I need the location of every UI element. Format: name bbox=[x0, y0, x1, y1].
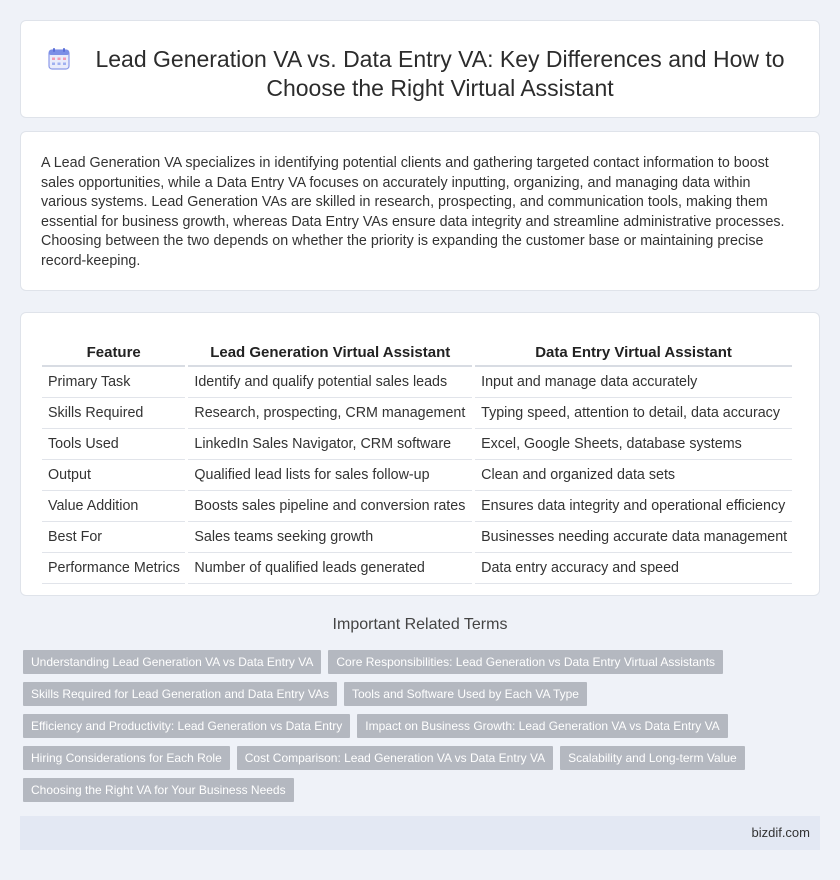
related-term-link[interactable]: Hiring Considerations for Each Role bbox=[23, 746, 230, 770]
related-term-link[interactable]: Efficiency and Productivity: Lead Generation vs Data Entry bbox=[23, 714, 350, 738]
table-cell: Boosts sales pipeline and conversion rates bbox=[188, 491, 472, 522]
table-header-row bbox=[42, 335, 792, 367]
table-cell: Number of qualified leads generated bbox=[188, 553, 472, 584]
table-cell: Qualified lead lists for sales follow-up bbox=[188, 460, 472, 491]
table-row bbox=[42, 522, 792, 553]
intro-paragraph: A Lead Generation VA specializes in identifying potential clients and gathering targeted contact information to boost sales opportunities, while a Data Entry VA focuses on accurately inputting, organizing, and managing data within various systems. Lead Generation VAs are skilled in research, prospecting, and communication tools, making them essential for business growth, whereas Data Entry VAs ensure data integrity and streamline administrative processes. Choosing between the two depends on whether the priority is expanding the customer base or maintaining precise record-keeping. bbox=[41, 155, 785, 269]
table-cell: Data entry accuracy and speed bbox=[475, 553, 792, 584]
table-row bbox=[42, 553, 792, 584]
related-term-link[interactable]: Impact on Business Growth: Lead Generation VA vs Data Entry VA bbox=[357, 714, 727, 738]
table-row bbox=[42, 491, 792, 522]
table-cell: Research, prospecting, CRM management bbox=[188, 398, 472, 429]
related-term-link[interactable]: Tools and Software Used by Each VA Type bbox=[344, 682, 587, 706]
table-cell: Skills Required bbox=[42, 398, 185, 429]
footer bbox=[20, 816, 820, 850]
table-cell: Sales teams seeking growth bbox=[188, 522, 472, 553]
table-cell: Tools Used bbox=[42, 429, 185, 460]
header-feature: Feature bbox=[42, 335, 185, 367]
table-cell: Identify and qualify potential sales leads bbox=[188, 367, 472, 398]
header-data-entry: Data Entry Virtual Assistant bbox=[475, 335, 792, 367]
table-cell: Businesses needing accurate data management bbox=[475, 522, 792, 553]
header-lead-generation: Lead Generation Virtual Assistant bbox=[188, 335, 472, 367]
table-row bbox=[42, 460, 792, 491]
table-cell: Input and manage data accurately bbox=[475, 367, 792, 398]
related-term-link[interactable]: Understanding Lead Generation VA vs Data Entry VA bbox=[23, 650, 321, 674]
table-cell: Value Addition bbox=[42, 491, 185, 522]
table-cell: Clean and organized data sets bbox=[475, 460, 792, 491]
table-row bbox=[42, 367, 792, 398]
related-term-link[interactable]: Cost Comparison: Lead Generation VA vs Data Entry VA bbox=[237, 746, 553, 770]
table-cell: Performance Metrics bbox=[42, 553, 185, 584]
related-terms-list bbox=[23, 650, 793, 802]
related-term-link[interactable]: Choosing the Right VA for Your Business Needs bbox=[23, 778, 294, 802]
table-cell: Typing speed, attention to detail, data accuracy bbox=[475, 398, 792, 429]
related-terms-heading: Important Related Terms bbox=[332, 616, 508, 633]
table-cell: Best For bbox=[42, 522, 185, 553]
related-term-link[interactable]: Scalability and Long-term Value bbox=[560, 746, 745, 770]
related-term-link[interactable]: Skills Required for Lead Generation and Data Entry VAs bbox=[23, 682, 337, 706]
table-cell: Output bbox=[42, 460, 185, 491]
title-card bbox=[20, 20, 820, 118]
comparison-table bbox=[39, 335, 795, 584]
calendar-icon bbox=[47, 47, 71, 71]
table-row bbox=[42, 398, 792, 429]
table-cell: Excel, Google Sheets, database systems bbox=[475, 429, 792, 460]
page-title: Lead Generation VA vs. Data Entry VA: Key Differences and How to Choose the Right Virtual Assistant bbox=[95, 46, 785, 101]
table-cell: Primary Task bbox=[42, 367, 185, 398]
table-cell: Ensures data integrity and operational efficiency bbox=[475, 491, 792, 522]
table-cell: LinkedIn Sales Navigator, CRM software bbox=[188, 429, 472, 460]
table-row bbox=[42, 429, 792, 460]
intro-card bbox=[20, 131, 820, 291]
related-term-link[interactable]: Core Responsibilities: Lead Generation vs Data Entry Virtual Assistants bbox=[328, 650, 723, 674]
comparison-table-card bbox=[20, 312, 820, 596]
footer-site-name[interactable]: bizdif.com bbox=[751, 825, 810, 840]
